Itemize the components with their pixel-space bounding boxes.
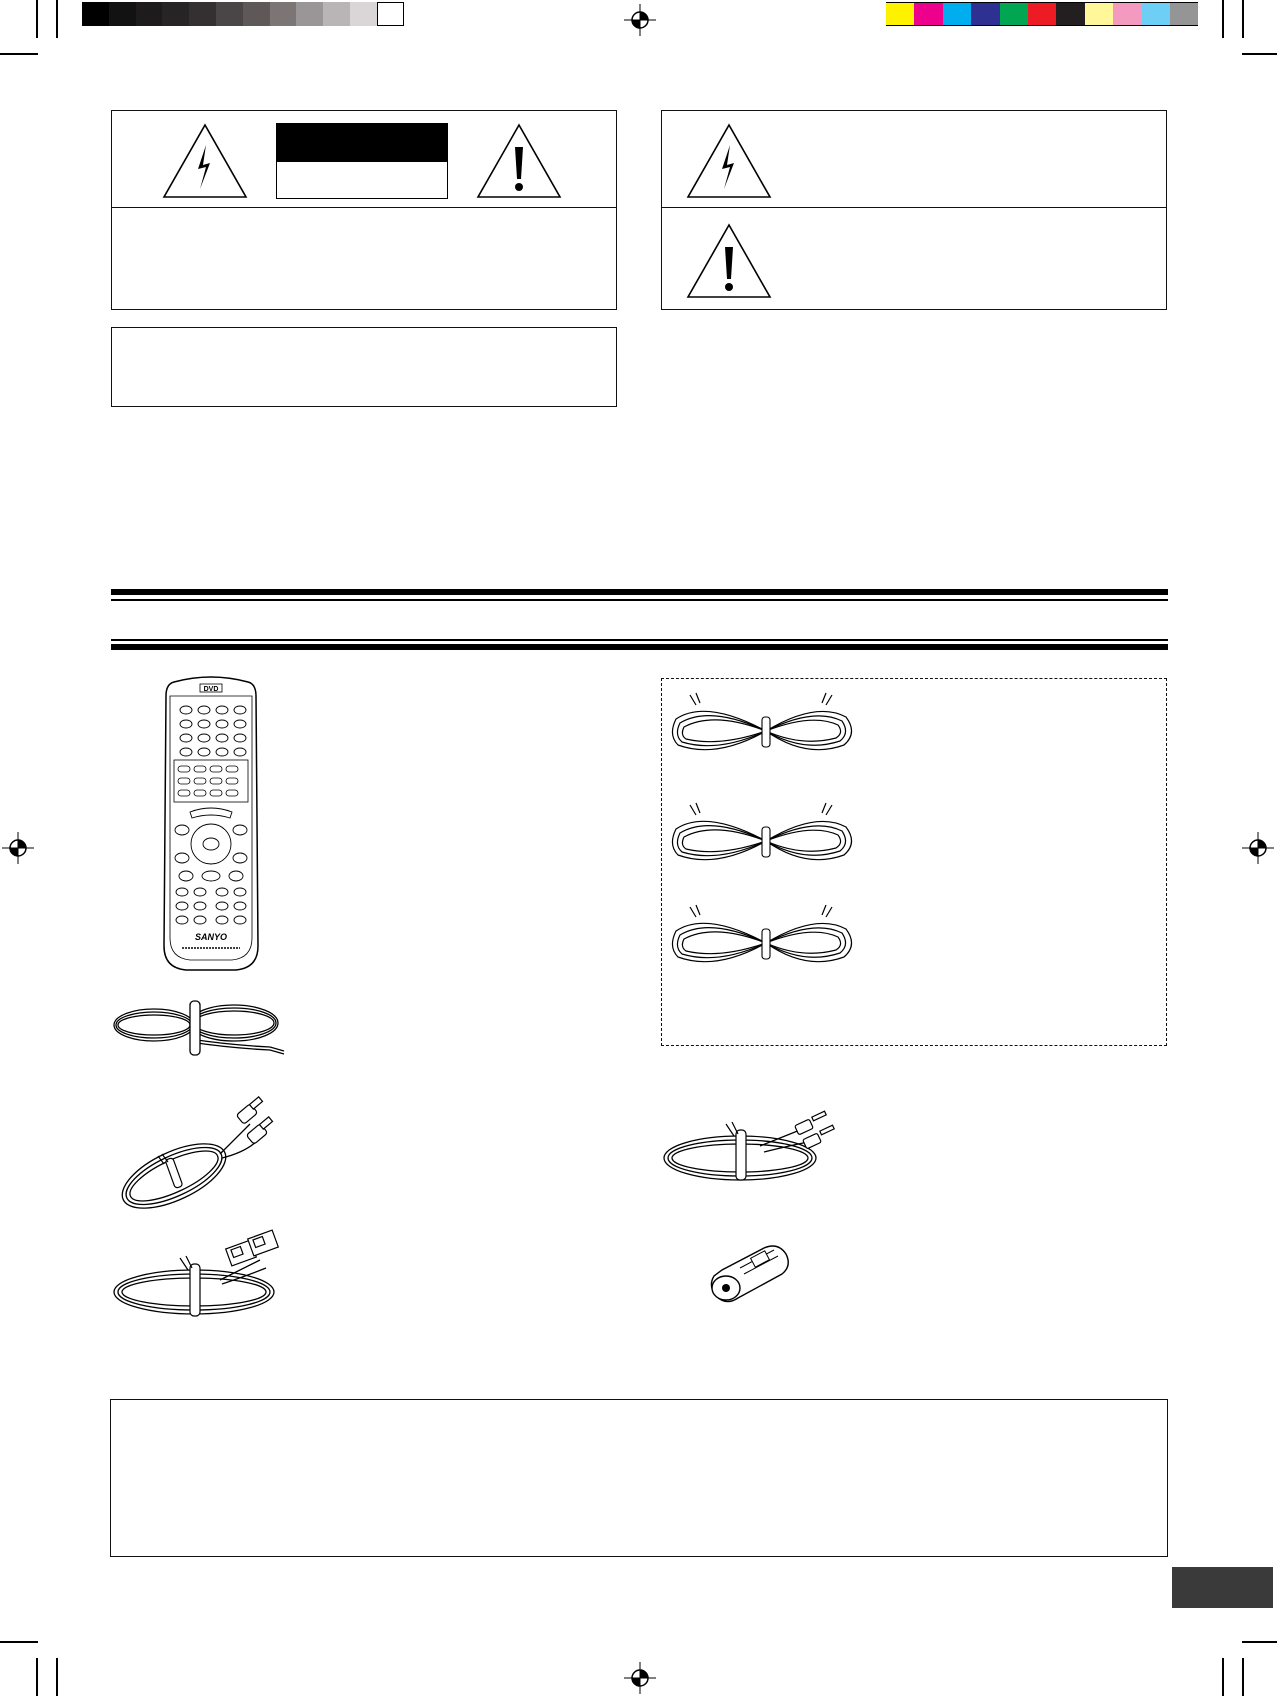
color-swatch bbox=[1085, 2, 1113, 26]
color-swatch bbox=[1142, 2, 1170, 26]
caution-box bbox=[111, 110, 617, 310]
color-swatch bbox=[1113, 2, 1141, 26]
rca-cable-icon bbox=[110, 1094, 290, 1212]
page-number-tab bbox=[1172, 1567, 1273, 1608]
registration-target-left bbox=[2, 832, 34, 864]
mini-plug-cable-icon bbox=[660, 1100, 836, 1190]
gray-swatch bbox=[350, 2, 377, 26]
gray-swatch bbox=[243, 2, 270, 26]
exclamation-warning-icon bbox=[686, 223, 772, 299]
caution-divider bbox=[112, 207, 616, 208]
notice-box bbox=[111, 327, 617, 407]
gray-swatch bbox=[82, 2, 109, 26]
color-swatch bbox=[886, 2, 914, 26]
remote-control-icon bbox=[160, 676, 262, 974]
color-swatch bbox=[1170, 2, 1198, 26]
color-swatch bbox=[914, 2, 942, 26]
gray-swatch bbox=[270, 2, 297, 26]
lightning-warning-icon bbox=[162, 123, 248, 199]
registration-target-top bbox=[624, 4, 656, 36]
registration-target-bottom bbox=[624, 1662, 656, 1694]
svg-text:DVD: DVD bbox=[203, 686, 219, 693]
color-swatch bbox=[1000, 2, 1028, 26]
color-swatch bbox=[971, 2, 999, 26]
svg-text:SANYO: SANYO bbox=[194, 932, 228, 942]
color-swatch bbox=[1056, 2, 1084, 26]
gray-swatch bbox=[136, 2, 163, 26]
gray-swatch bbox=[216, 2, 243, 26]
speaker-cord-icon bbox=[666, 689, 856, 761]
gray-swatch bbox=[296, 2, 323, 26]
speaker-cord-icon bbox=[666, 799, 856, 871]
lightning-warning-icon bbox=[686, 123, 772, 199]
color-swatch bbox=[1028, 2, 1056, 26]
connector-cable-icon bbox=[110, 1230, 306, 1326]
speaker-cords-group bbox=[661, 678, 1167, 1046]
ferrite-core-icon bbox=[704, 1236, 796, 1310]
gray-swatch bbox=[377, 2, 404, 26]
gray-swatch bbox=[109, 2, 136, 26]
gray-swatch bbox=[323, 2, 350, 26]
symbol-divider bbox=[662, 207, 1166, 208]
caution-label bbox=[276, 123, 448, 199]
caution-label-band bbox=[277, 124, 447, 162]
speaker-cord-icon bbox=[666, 901, 856, 973]
gray-swatch bbox=[189, 2, 216, 26]
symbol-explanation-box bbox=[661, 110, 1167, 310]
color-swatch bbox=[943, 2, 971, 26]
gray-swatch bbox=[162, 2, 189, 26]
registration-target-right bbox=[1242, 832, 1274, 864]
exclamation-warning-icon bbox=[476, 123, 562, 199]
antenna-wire-icon bbox=[110, 995, 286, 1063]
bottom-note-box bbox=[110, 1399, 1168, 1557]
